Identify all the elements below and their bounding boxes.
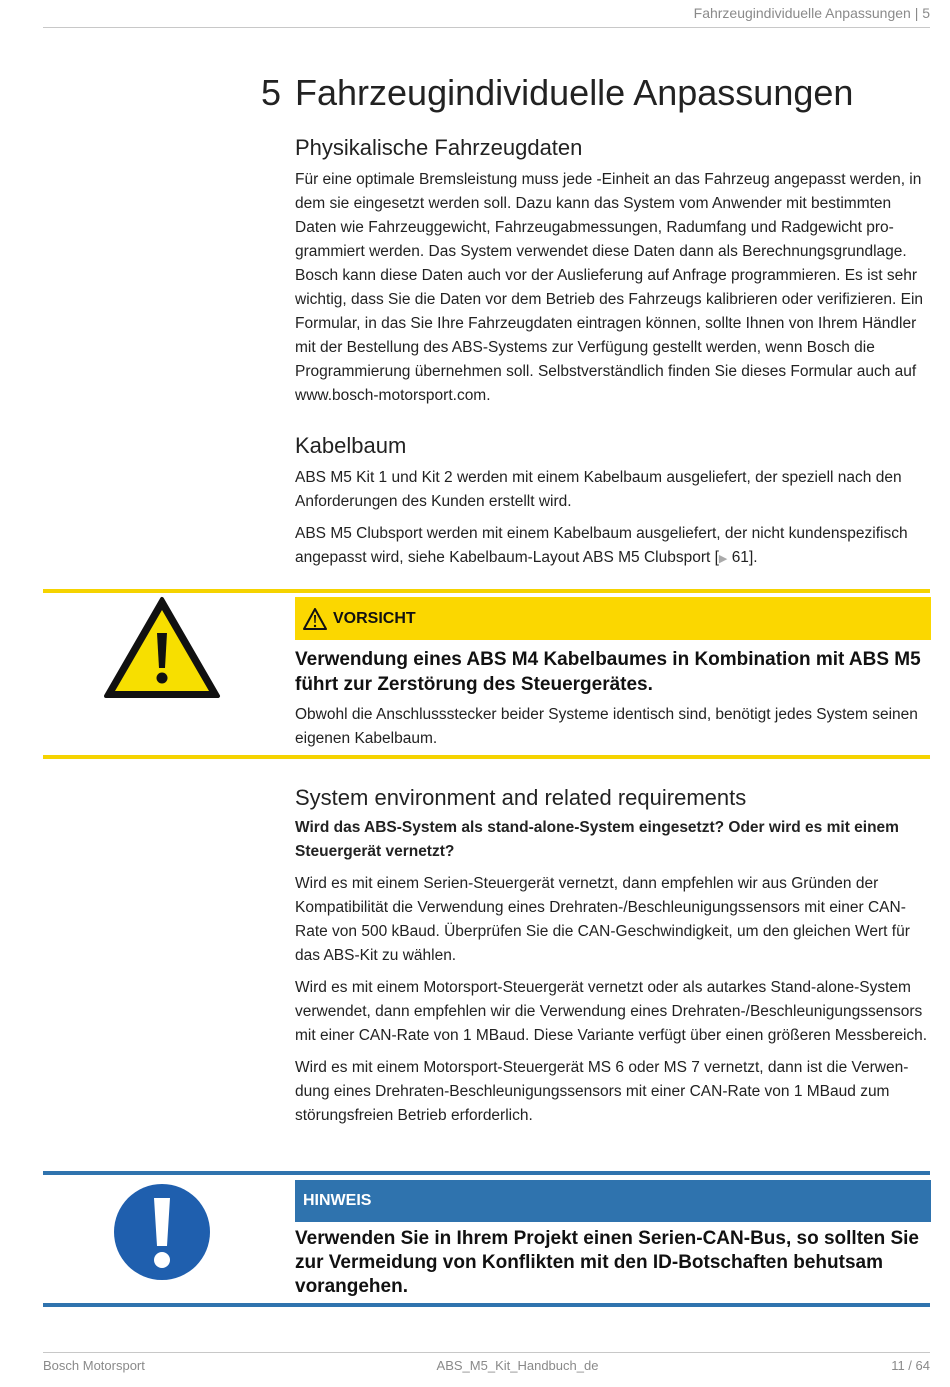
warning-small-icon: [303, 608, 327, 630]
caution-banner: [295, 597, 931, 640]
warning-triangle-icon: [103, 596, 221, 705]
section-heading: System environment and related requirements: [295, 785, 747, 810]
body-paragraph: Für eine optimale Bremsleistung muss jede -Einheit an das Fahrzeug angepasst werden, in dem sie eingesetzt werden soll. Dazu kann das System vom Anwender mit bestimmten Daten wie Fahrzeuggewicht, Fahrzeugabmessungen, Radumfang und Radgewicht programmiert werden. Das System verwendet diese Daten dann als Berechnungsgrundlage. Bosch kann diese Daten auch vor der Auslieferung auf Anfrage programmieren. Es ist sehr wichtig, dass Sie die Daten vor dem Betrieb des Fahrzeugs kalibrieren oder verifizieren. Ein Formular, in das Sie Ihre Fahrzeugdaten eintragen können, sollte Ihnen von Ihrem Händler mit der Bestellung des ABS-Systems zur Verfügung gestellt werden, wenn Bosch die Programmierung übernehmen soll. Selbstverständlich finden Sie dieses Formular auch auf www.bosch-motorsport.com.: [295, 171, 924, 404]
body-paragraph: Wird es mit einem Motorsport-Steuergerät MS 6 oder MS 7 vernetzt, dann ist die Verwendung eines Drehraten-Beschleunigungssensors mit einer CAN-Rate von 1 MBaud zum störungsfreien Betrieb erforderlich.: [295, 1059, 909, 1124]
section-harness: [295, 432, 931, 571]
notice-bottom-rule: [43, 1303, 930, 1307]
section-heading: Physikalische Fahrzeugdaten: [295, 135, 583, 160]
footer-document-name: ABS_M5_Kit_Handbuch_de: [436, 1358, 599, 1373]
exclamation-circle-icon: [110, 1180, 214, 1289]
running-header: Fahrzeugindividuelle Anpassungen | 5: [693, 5, 930, 21]
page-reference-link[interactable]: 61: [731, 549, 749, 566]
section-vehicle-data: [295, 134, 931, 408]
question-paragraph: Wird das ABS-System als stand-alone-System eingesetzt? Oder wird es mit einem Steuergerät vernetzt?: [295, 819, 899, 860]
caution-label: VORSICHT: [333, 609, 416, 627]
section-system-environment: [295, 784, 931, 1128]
body-paragraph: ABS M5 Kit 1 und Kit 2 werden mit einem Kabelbaum ausgeliefert, der speziell nach den Anforderungen des Kunden erstellt wird.: [295, 469, 902, 510]
footer-page-number: 11 / 64: [891, 1358, 930, 1373]
chapter-number: 5: [261, 72, 282, 113]
body-paragraph: Wird es mit einem Serien-Steuergerät vernetzt, dann empfehlen wir aus Gründen der Kompatibilität die Verwendung eines Drehraten-/Beschleunigungssensors mit einer CAN-Rate von 500 kBaud. Überprüfen Sie die CAN-Geschwindigkeit, um den gleichen Wert für das ABS-Kit zu wählen.: [295, 875, 910, 964]
notice-label: HINWEIS: [303, 1192, 372, 1209]
notice-banner: [295, 1180, 931, 1222]
caution-heading: Verwendung eines ABS M4 Kabelbaumes in Kombination mit ABS M5 führt zur Zerstörung des Steuergerätes.: [295, 649, 921, 695]
footer-rule: [43, 1352, 930, 1353]
chapter-title: Fahrzeugindividuelle Anpassungen: [295, 72, 854, 113]
caution-top-rule: [43, 589, 930, 593]
body-paragraph: Wird es mit einem Motorsport-Steuergerät vernetzt oder als autarkes Stand-alone-System verwendet, dann empfehlen wir die Verwendung eines Drehraten-/Beschleunigungssensors mit einer CAN-Rate von 1 MBaud. Diese Variante verfügt über einen größeren Messbereich.: [295, 979, 928, 1044]
section-heading: Kabelbaum: [295, 433, 407, 458]
paragraph-text: ABS M5 Clubsport werden mit einem Kabelbaum ausgeliefert, der nicht kundenspezifisch angepasst wird, siehe Kabelbaum-Layout ABS M5 Clubsport [: [295, 525, 908, 566]
header-rule: [43, 27, 930, 28]
caution-bottom-rule: [43, 755, 930, 759]
notice-heading: Verwenden Sie in Ihrem Projekt einen Serien-CAN-Bus, so sollten Sie zur Vermeidung von Konflikten mit den ID-Botschaften behutsam vorangehen.: [295, 1228, 920, 1297]
footer-publisher: Bosch Motorsport: [43, 1358, 145, 1373]
body-paragraph: [295, 522, 931, 571]
notice-top-rule: [43, 1171, 930, 1175]
paragraph-end: ].: [748, 549, 758, 566]
xref-arrow-icon: ▶: [718, 553, 728, 565]
caution-text: Obwohl die Anschlussstecker beider Systeme identisch sind, benötigt jedes System seinen eigenen Kabelbaum.: [295, 706, 918, 747]
